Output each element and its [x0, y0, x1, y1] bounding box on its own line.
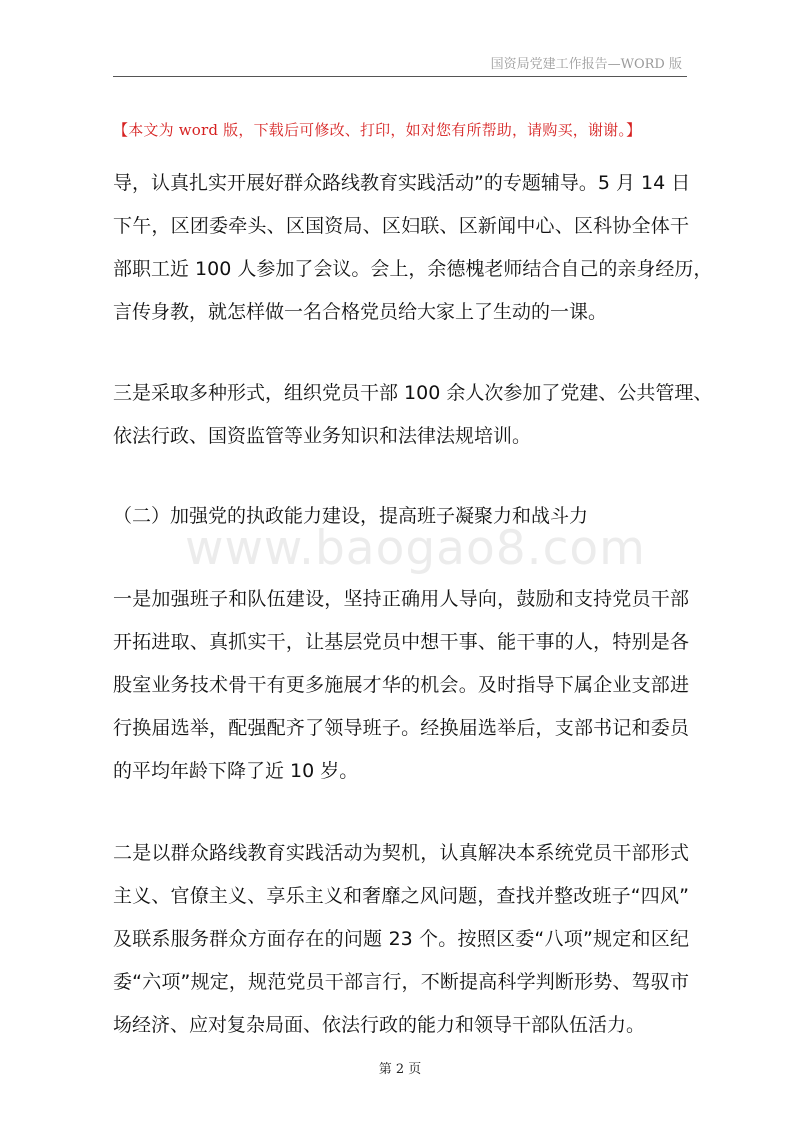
header-divider — [113, 76, 687, 77]
text-line: 主义、官僚主义、享乐主义和奢靡之风问题，查找并整改班子“四风” — [113, 885, 689, 907]
text-line: 导，认真扎实开展好群众路线教育实践活动”的专题辅导。5 月 14 日 — [113, 172, 691, 194]
text-line: 委“六项”规定，规范党员干部言行，不断提高科学判断形势、驾驭市 — [113, 971, 689, 993]
text-line: 的平均年龄下降了近 10 岁。 — [113, 760, 359, 782]
text-line: 股室业务技术骨干有更多施展才华的机会。及时指导下属企业支部进 — [113, 674, 689, 696]
text-line: 二是以群众路线教育实践活动为契机，认真解决本系统党员干部形式 — [113, 842, 689, 864]
text-line: 一是加强班子和队伍建设，坚持正确用人导向，鼓励和支持党员干部 — [113, 588, 689, 610]
running-header: 国资局党建工作报告—WORD 版 — [490, 57, 682, 72]
watermark: www.baogao8.com — [185, 521, 646, 576]
text-line: 场经济、应对复杂局面、依法行政的能力和领导干部队伍活力。 — [113, 1014, 646, 1036]
text-line: 行换届选举，配强配齐了领导班子。经换届选举后，支部书记和委员 — [113, 717, 689, 739]
text-line: 开拓进取、真抓实干，让基层党员中想干事、能干事的人，特别是各 — [113, 631, 689, 653]
page-number: 第 2 页 — [378, 1062, 422, 1077]
text-line: 下午，区团委牵头、区国资局、区妇联、区新闻中心、区科协全体干 — [113, 215, 689, 237]
text-line: 依法行政、国资监管等业务知识和法律法规培训。 — [113, 425, 532, 447]
text-line: 言传身教，就怎样做一名合格党员给大家上了生动的一课。 — [113, 301, 608, 323]
text-line: 及联系服务群众方面存在的问题 23 个。按照区委“八项”规定和区纪 — [113, 928, 689, 950]
text-line: （二）加强党的执政能力建设，提高班子凝聚力和战斗力 — [113, 505, 589, 527]
text-line: 部职工近 100 人参加了会议。会上，余德槐老师结合自己的亲身经历， — [113, 258, 713, 280]
text-line: 三是采取多种形式，组织党员干部 100 余人次参加了党建、公共管理、 — [113, 382, 713, 404]
download-notice: 【本文为 word 版，下载后可修改、打印，如对您有所帮助，请购买，谢谢。】 — [113, 121, 642, 139]
